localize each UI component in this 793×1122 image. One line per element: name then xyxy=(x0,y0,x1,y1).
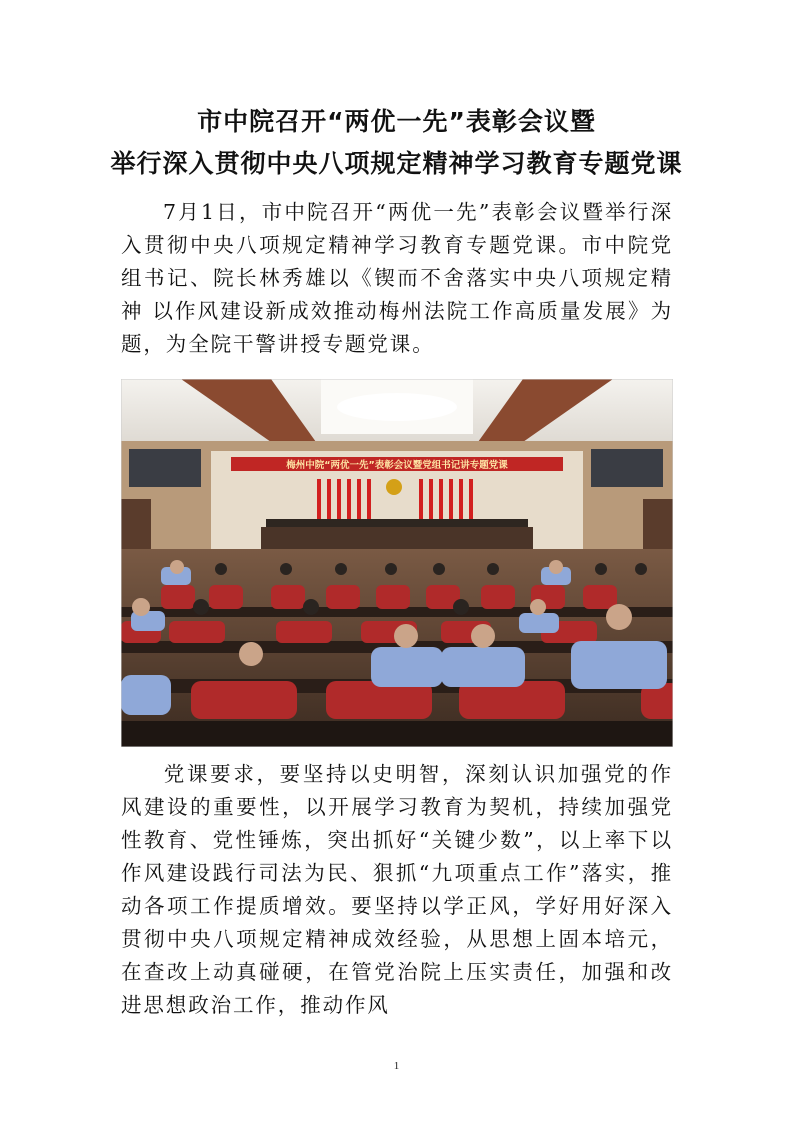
page-number: 1 xyxy=(393,1060,400,1072)
paragraph-1-text: 7月1日，市中院召开“两优一先”表彰会议暨举行深入贯彻中央八项规定精神学习教育专题党课。市中院党组书记、院长林秀雄以《锲而不舍落实中央八项规定精神 以作风建设新成效推动梅州法院工作高质量发展》为题，为全院干警讲授专题党课。 xyxy=(121,200,673,356)
document-title-line2: 举行深入贯彻中央八项规定精神学习教育专题党课 xyxy=(110,149,683,178)
stage-banner-text: 梅州中院“两优一先”表彰会议暨党组书记讲专题党课 xyxy=(286,460,508,471)
paragraph-1 xyxy=(121,196,673,361)
stage-banner xyxy=(231,457,563,471)
paragraph-2-text: 党课要求，要坚持以史明智，深刻认识加强党的作风建设的重要性，以开展学习教育为契机，持续加强党性教育、党性锤炼，突出抓好“关键少数”，以上率下以作风建设践行司法为民、狠抓“九项重点工作”落实，推动各项工作提质增效。要坚持以学正风，学好用好深入贯彻中央八项规定精神成效经验，从思想上固本培元，在查改上动真碰硬，在管党治院上压实责任，加强和改进思想政治工作，推动作风 xyxy=(121,762,673,1017)
meeting-photo xyxy=(121,379,673,747)
paragraph-2 xyxy=(121,758,673,1022)
document-title-line1: 市中院召开“两优一先”表彰会议暨 xyxy=(197,107,596,136)
